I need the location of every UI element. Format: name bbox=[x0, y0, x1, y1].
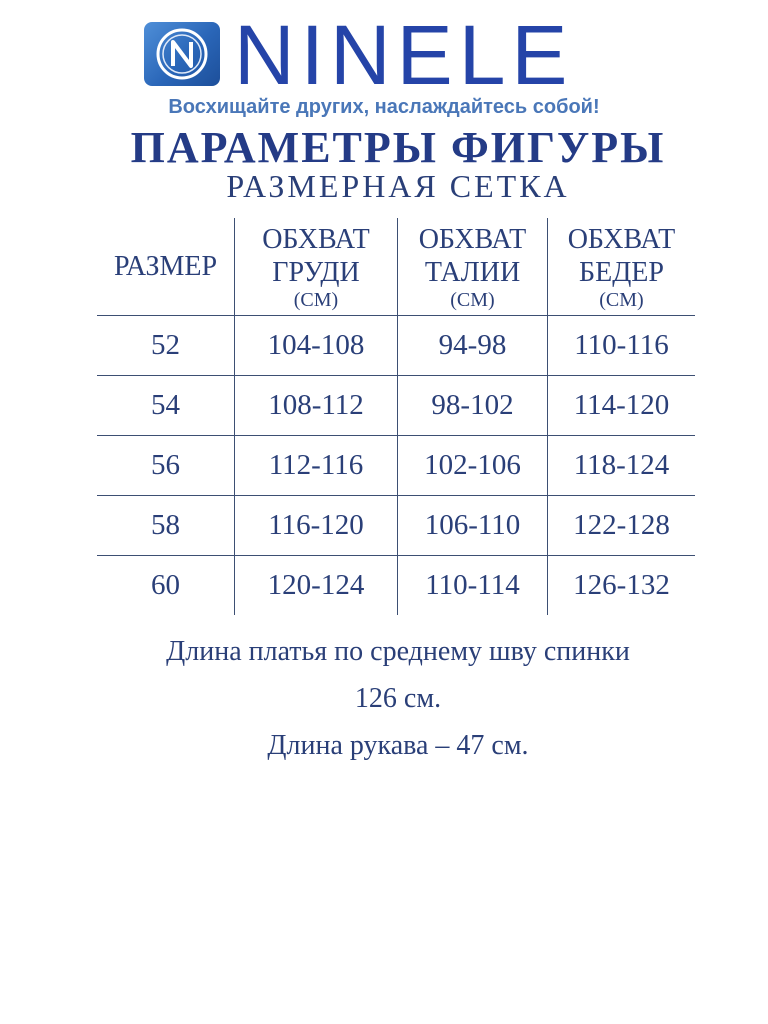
cell-waist: 94-98 bbox=[397, 316, 547, 375]
header-size bbox=[97, 218, 234, 315]
header-chest bbox=[234, 218, 397, 315]
table-row bbox=[97, 496, 695, 556]
header-hips bbox=[547, 218, 695, 315]
dress-length-value: 126 см. bbox=[354, 683, 442, 714]
table-row bbox=[97, 376, 695, 436]
cell-hips: 114-120 bbox=[547, 376, 695, 435]
brand-slogan: Восхищайте других, наслаждайтесь собой! bbox=[168, 96, 600, 118]
cell-size: 54 bbox=[151, 389, 180, 421]
cell-waist: 98-102 bbox=[397, 376, 547, 435]
brand-logo bbox=[142, 8, 642, 102]
header-label: ОБХВАТ bbox=[567, 223, 676, 255]
n-monogram-icon bbox=[144, 22, 220, 86]
cell-size: 58 bbox=[151, 509, 180, 541]
garment-notes bbox=[0, 632, 768, 773]
cell-size: 56 bbox=[151, 449, 180, 481]
header-unit: (СМ) bbox=[599, 288, 644, 311]
header-label: ОБХВАТ bbox=[262, 223, 370, 255]
sleeve-length-note: Длина рукава – 47 см. bbox=[267, 730, 529, 761]
page-subtitle: РАЗМЕРНАЯ СЕТКА bbox=[226, 168, 570, 204]
cell-chest: 108-112 bbox=[234, 376, 397, 435]
table-row bbox=[97, 556, 695, 615]
header-label: ОБХВАТ bbox=[418, 223, 527, 255]
header-waist bbox=[397, 218, 547, 315]
cell-chest: 104-108 bbox=[234, 316, 397, 375]
header-label: БЕДЕР bbox=[579, 256, 664, 288]
header-label: ГРУДИ bbox=[272, 256, 360, 288]
table-row bbox=[97, 436, 695, 496]
cell-chest: 112-116 bbox=[234, 436, 397, 495]
size-table bbox=[97, 218, 695, 615]
cell-waist: 110-114 bbox=[397, 556, 547, 615]
cell-hips: 110-116 bbox=[547, 316, 695, 375]
cell-size: 60 bbox=[151, 569, 180, 601]
brand-name: NINELE bbox=[234, 8, 574, 102]
cell-chest: 116-120 bbox=[234, 496, 397, 555]
header-unit: (СМ) bbox=[293, 288, 339, 311]
dress-length-note: Длина платья по среднему шву спинки bbox=[166, 636, 630, 667]
cell-waist: 106-110 bbox=[397, 496, 547, 555]
cell-hips: 126-132 bbox=[547, 556, 695, 615]
table-row bbox=[97, 316, 695, 376]
cell-hips: 118-124 bbox=[547, 436, 695, 495]
page-title: ПАРАМЕТРЫ ФИГУРЫ bbox=[130, 123, 666, 172]
header-label: РАЗМЕР bbox=[113, 251, 218, 282]
cell-size: 52 bbox=[151, 329, 180, 361]
table-header-row bbox=[97, 218, 695, 316]
cell-waist: 102-106 bbox=[397, 436, 547, 495]
cell-chest: 120-124 bbox=[234, 556, 397, 615]
cell-hips: 122-128 bbox=[547, 496, 695, 555]
header-label: ТАЛИИ bbox=[424, 256, 521, 288]
header-unit: (СМ) bbox=[450, 288, 495, 311]
